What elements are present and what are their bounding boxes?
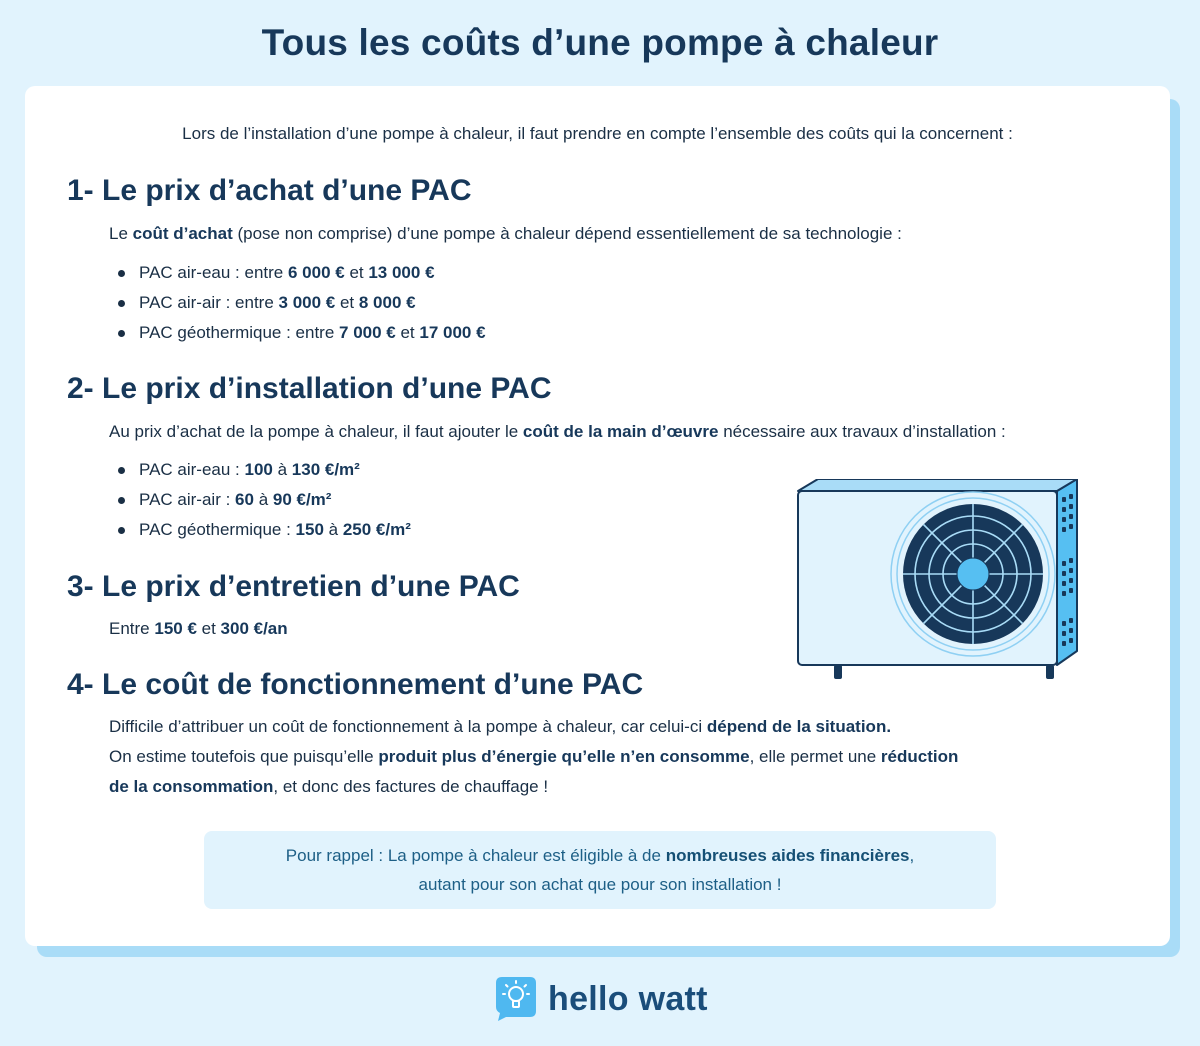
- section-4-heading: 4- Le coût de fonctionnement d’une PAC: [67, 668, 644, 701]
- section-1-heading: 1- Le prix d’achat d’une PAC: [67, 174, 472, 207]
- list-item: PAC air-air : entre 3 000 € et 8 000 €: [117, 288, 486, 318]
- brand-name: hello watt: [548, 980, 708, 1018]
- section-4-text: Difficile d’attribuer un coût de fonctionnement à la pompe à chaleur, car celui-ci dépend de la situation. On estime toutefois que puisqu’elle produit plus d’énergie qu’elle n’en consomme, elle permet une réduction de la consommation, et donc des factures de chauffage !: [109, 717, 959, 796]
- callout-line-1: Pour rappel : La pompe à chaleur est éligible à de nombreuses aides financières,: [285, 846, 915, 865]
- list-item: PAC géothermique : entre 7 000 € et 17 000 €: [117, 318, 486, 348]
- list-item: PAC air-eau : 100 à 130 €/m²: [117, 455, 411, 485]
- bullet-icon: [118, 527, 125, 534]
- lightbulb-logo-icon: [494, 973, 536, 1026]
- section-2-text: Au prix d’achat de la pompe à chaleur, il faut ajouter le coût de la main d’œuvre nécessaire aux travaux d’installation :: [109, 422, 1006, 441]
- bullet-icon: [118, 270, 125, 277]
- heat-pump-outdoor-unit-icon: [795, 479, 1115, 704]
- section-2-list: [117, 455, 411, 545]
- callout-line-2: autant pour son achat que pour son installation !: [418, 875, 782, 894]
- section-2-heading: 2- Le prix d’installation d’une PAC: [67, 372, 552, 405]
- list-item: PAC géothermique : 150 à 250 €/m²: [117, 515, 411, 545]
- bullet-icon: [118, 467, 125, 474]
- list-item: PAC air-air : 60 à 90 €/m²: [117, 485, 411, 515]
- reminder-callout: [204, 831, 996, 909]
- bullet-icon: [118, 330, 125, 337]
- section-3-heading: 3- Le prix d’entretien d’une PAC: [67, 570, 520, 603]
- bullet-icon: [118, 497, 125, 504]
- bullet-icon: [118, 300, 125, 307]
- section-1-text: Le coût d’achat (pose non comprise) d’une pompe à chaleur dépend essentiellement de sa technologie :: [109, 224, 902, 243]
- list-item: PAC air-eau : entre 6 000 € et 13 000 €: [117, 258, 486, 288]
- section-3-text: Entre 150 € et 300 €/an: [109, 619, 288, 638]
- section-1-list: [117, 258, 486, 348]
- hello-watt-logo[interactable]: [494, 973, 708, 1026]
- page-title: Tous les coûts d’une pompe à chaleur: [261, 22, 939, 63]
- intro-text: Lors de l’installation d’une pompe à chaleur, il faut prendre en compte l’ensemble des coûts qui la concernent :: [182, 124, 1013, 143]
- content-card: [25, 86, 1170, 946]
